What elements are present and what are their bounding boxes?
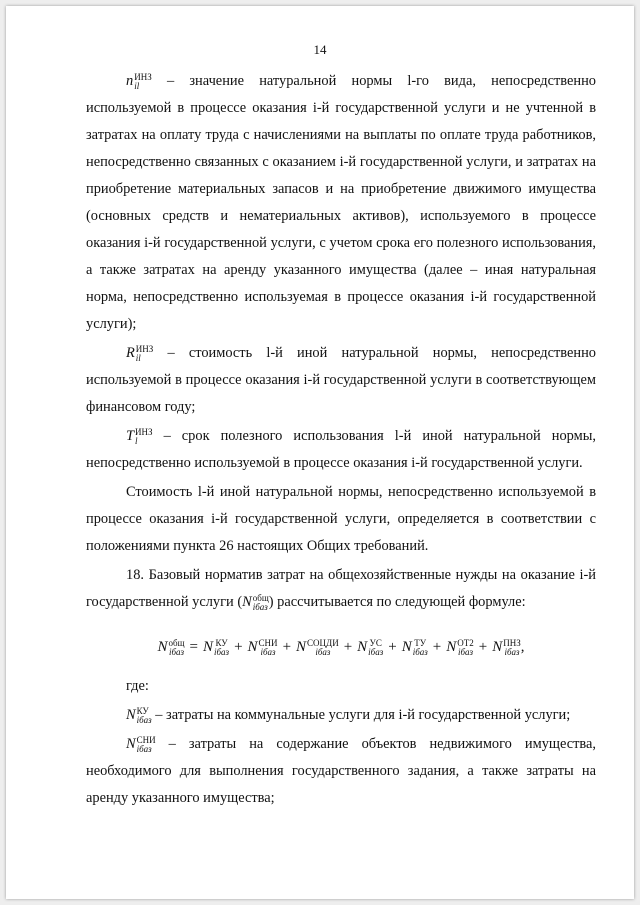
- symbol-t-sup: ИНЗ: [135, 427, 153, 437]
- formula-term-sotsdi-sup: СОЦДИ: [307, 638, 339, 648]
- formula-term-tu: N: [401, 639, 412, 655]
- symbol-n-general-sup: общ: [252, 593, 269, 603]
- symbol-r-sup: ИНЗ: [135, 344, 154, 354]
- formula-term-ku-sup: КУ: [215, 638, 228, 648]
- formula-term-us: N: [357, 639, 368, 655]
- formula-term-ot2-indices: [457, 639, 474, 657]
- paragraph-sni-definition: [86, 731, 596, 812]
- paragraph-t-text: – срок полезного использования l-й иной натуральной нормы, непосредственно используемой в процессе оказания i-й государственной услуги.: [86, 428, 596, 471]
- formula-term-sotsdi-sub: iбаз: [315, 647, 331, 657]
- symbol-sni: N: [126, 736, 136, 752]
- page-number: 14: [313, 42, 327, 57]
- formula-plus: +: [234, 639, 243, 655]
- formula-term-pnz-indices: [503, 639, 521, 657]
- document-body: [86, 68, 596, 812]
- section-18-pre: 18. Базовый норматив затрат на общехозяйственные нужды на оказание i-й государственной услуги (: [86, 567, 596, 610]
- paragraph-ku-definition: [86, 702, 596, 729]
- document-page: [6, 6, 634, 899]
- paragraph-r-definition: [86, 340, 596, 421]
- formula-term-tu-sub: iбаз: [412, 647, 428, 657]
- formula-plus: +: [282, 639, 292, 655]
- formula-term-tu-indices: [413, 639, 428, 657]
- formula-term-us-indices: [368, 639, 383, 657]
- formula-equals: =: [189, 639, 198, 655]
- formula-term-ot2-sub: iбаз: [457, 647, 473, 657]
- paragraph-n-text: – значение натуральной нормы l-го вида, непосредственно используемой в процессе оказания i-й государственной услуги и не учтенной в затратах на оплату труда с начислениями на выплаты по оплате труда работников, непосредственно связанных с оказанием i-й государственной услуги, и затратах на приобретение материальных запасов и на приобретение движимого имущества (основных средств и нематериальных активов), используемого в процессе оказания i-й государственной услуги, с учетом срока его полезного использования, а также затратах на аренду указанного имущества (далее – иная натуральная норма, непосредственно используемая в процессе оказания i-й государственной услуги);: [86, 73, 596, 332]
- symbol-ku-sub: iбаз: [136, 715, 152, 725]
- paragraph-cost: Стоимость l-й иной натуральной нормы, непосредственно используемой в процессе оказания i-й государственной услуги, определяется в соответствии с положениями пункта 26 настоящих Общих требований.: [86, 484, 596, 554]
- formula-lhs-indices: [169, 639, 185, 657]
- formula-term-pnz-sub: iбаз: [504, 647, 520, 657]
- formula-term-sotsdi-indices: [307, 639, 339, 657]
- symbol-sni-indices: [137, 736, 156, 754]
- symbol-n-indices: [134, 73, 152, 91]
- symbol-ku: N: [126, 707, 136, 723]
- symbol-n-sub: il: [134, 81, 140, 91]
- formula-term-sni: N: [247, 639, 258, 655]
- formula-term-ku: N: [203, 639, 214, 655]
- formula-end: ,: [520, 639, 525, 655]
- symbol-n-general-indices: [253, 594, 269, 612]
- formula-term-tu-sup: ТУ: [414, 638, 427, 648]
- formula-plus: +: [478, 639, 488, 655]
- section-18-post: ) рассчитывается по следующей формуле:: [268, 594, 526, 610]
- paragraph-r-text: – стоимость l-й иной натуральной нормы, непосредственно используемой в процессе оказания i-й государственной услуги в соответствующем финансовом году;: [86, 345, 596, 415]
- symbol-r-sub: il: [135, 353, 141, 363]
- paragraph-section-18: [86, 562, 596, 616]
- formula-lhs-symbol: N: [157, 639, 168, 655]
- formula-term-pnz: N: [492, 639, 503, 655]
- formula-term-pnz-sup: ПНЗ: [503, 638, 521, 648]
- symbol-t-indices: [135, 428, 153, 446]
- formula-lhs-sub: iбаз: [169, 647, 185, 657]
- formula-term-ku-sub: iбаз: [214, 647, 230, 657]
- symbol-r: R: [126, 345, 135, 361]
- paragraph-n-definition: [86, 68, 596, 338]
- symbol-n: n: [126, 73, 134, 89]
- paragraph-sni-text: – затраты на содержание объектов недвижимого имущества, необходимого для выполнения государственного задания, а также затраты на аренду указанного имущества;: [86, 736, 596, 806]
- symbol-n-sup: ИНЗ: [134, 72, 152, 82]
- symbol-ku-indices: [137, 707, 152, 725]
- formula-term-sni-sub: iбаз: [260, 647, 276, 657]
- symbol-r-indices: [136, 345, 154, 363]
- where-label: где:: [126, 678, 149, 694]
- formula-term-ot2-sup: ОТ2: [457, 638, 474, 648]
- symbol-sni-sup: СНИ: [136, 735, 156, 745]
- formula-plus: +: [432, 639, 442, 655]
- symbol-ku-sup: КУ: [136, 706, 149, 716]
- formula-term-sotsdi: N: [296, 639, 307, 655]
- symbol-sni-sub: iбаз: [136, 744, 152, 754]
- formula-term-us-sup: УС: [369, 638, 382, 648]
- paragraph-t-definition: [86, 423, 596, 477]
- formula-plus: +: [388, 639, 397, 655]
- symbol-t: T: [126, 428, 135, 444]
- formula-term-ku-indices: [214, 639, 229, 657]
- formula-term-us-sub: iбаз: [368, 647, 384, 657]
- symbol-t-sub: l: [135, 436, 138, 446]
- formula: [86, 634, 596, 661]
- symbol-n-general: N: [242, 594, 252, 610]
- formula-term-sni-indices: [259, 639, 278, 657]
- formula-plus: +: [343, 639, 353, 655]
- formula-lhs-sup: общ: [168, 638, 185, 648]
- symbol-n-general-sub: iбаз: [252, 602, 268, 612]
- formula-term-ot2: N: [446, 639, 457, 655]
- paragraph-ku-text: – затраты на коммунальные услуги для i-й государственной услуги;: [151, 707, 571, 723]
- formula-term-sni-sup: СНИ: [258, 638, 278, 648]
